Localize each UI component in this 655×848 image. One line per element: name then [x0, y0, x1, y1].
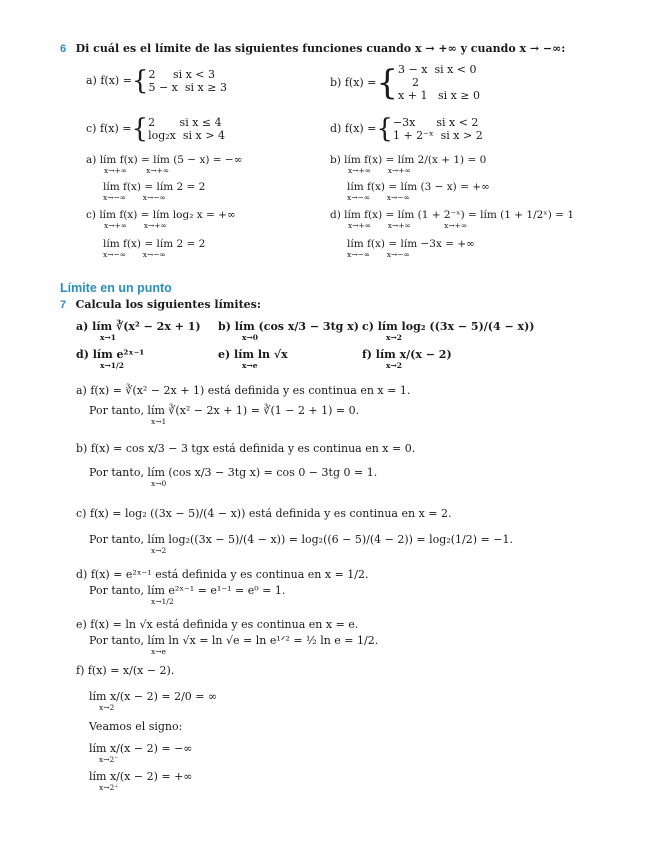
limit-subscript: x→+∞ x→+∞ x→+∞	[348, 221, 468, 230]
limit-subscript: x→+∞ x→+∞	[104, 166, 170, 175]
item-text: e) lím ln √x	[218, 348, 288, 361]
limit-subscript: x→2	[386, 361, 402, 370]
exercise-number: 6	[60, 43, 67, 55]
solution-d-line1	[330, 209, 574, 230]
limit-subscript: x→2	[151, 546, 167, 555]
limit-subscript: x→e	[242, 361, 258, 370]
limit-subscript: x→0	[242, 333, 258, 342]
item-text: f) lím x/(x − 2)	[362, 348, 452, 361]
item-f	[362, 348, 452, 370]
case-line: −3x si x < 2	[392, 116, 479, 129]
limit-subscript: x→−∞ x→−∞	[103, 250, 166, 259]
brace-icon: {	[376, 114, 393, 144]
solution-text: d) lím f(x) = lím (1 + 2⁻ˣ) = lím (1 + 1/2ˣ) = 1	[330, 209, 575, 221]
solution-a-line1	[86, 154, 242, 175]
solution-c-result	[89, 533, 513, 555]
solution-d-line2	[347, 238, 475, 259]
piecewise-cases	[398, 63, 480, 102]
limit-subscript: x→2⁻	[99, 755, 119, 764]
limit-subscript: x→2	[99, 703, 115, 712]
brace-icon: {	[376, 62, 399, 103]
limit-subscript: x→−∞ x→−∞	[347, 250, 410, 259]
piecewise-cases	[148, 68, 226, 94]
solution-b-statement: b) f(x) = cos x/3 − 3 tgx está definida y es continua en x = 0.	[76, 442, 416, 455]
solution-b-line1	[330, 154, 486, 175]
case-line: x + 1 si x ≥ 0	[398, 89, 481, 102]
piecewise-cases	[148, 116, 225, 142]
exercise-number: 7	[60, 299, 67, 311]
limit-subscript: x→1	[100, 333, 116, 342]
exercise-statement: Di cuál es el límite de las siguientes funciones cuando x → +∞ y cuando x → −∞:	[75, 42, 566, 55]
solution-text: Por tanto, lím ∛(x² − 2x + 1) = ∛(1 − 2 + 1) = 0.	[89, 404, 360, 417]
piecewise-cases	[393, 116, 483, 142]
piecewise-label: b) f(x) =	[330, 75, 377, 89]
solution-text: lím x/(x − 2) = +∞	[89, 770, 193, 783]
solution-d-statement: d) f(x) = e²ˣ⁻¹ está definida y es continua en x = 1/2.	[76, 568, 369, 581]
limit-subscript: x→1	[151, 417, 167, 426]
limit-subscript: x→−∞ x→−∞	[347, 193, 410, 202]
limit-subscript: x→e	[151, 647, 166, 656]
limit-subscript: x→1/2	[100, 361, 124, 370]
solution-f-result	[89, 690, 217, 712]
item-d	[76, 348, 144, 370]
piecewise-label: c) f(x) =	[86, 122, 132, 135]
piecewise-a	[86, 68, 227, 94]
solution-text: c) lím f(x) = lím log₂ x = +∞	[86, 209, 236, 221]
piecewise-d	[330, 116, 483, 142]
limit-subscript: x→2⁺	[99, 783, 119, 792]
case-line: 2 si x < 3	[148, 68, 216, 81]
exercise-7-header	[60, 298, 261, 312]
item-text: b) lím (cos x/3 − 3tg x)	[218, 320, 359, 333]
piecewise-label: a) f(x) =	[86, 74, 132, 87]
limit-subscript: x→+∞ x→+∞	[348, 166, 411, 175]
solution-c-line1	[86, 209, 236, 230]
solution-d-result	[89, 584, 285, 606]
case-line: log₂x si x > 4	[148, 129, 225, 142]
solution-f-statement: f) f(x) = x/(x − 2).	[76, 664, 175, 677]
solution-a-line2	[103, 181, 205, 202]
exercise-6-header	[60, 42, 565, 56]
solution-text: lím x/(x − 2) = −∞	[89, 742, 193, 755]
solution-c-line2	[103, 238, 205, 259]
solution-text: Por tanto, lím ln √x = ln √e = ln e¹ᐟ² = ½ ln e = 1/2.	[89, 634, 379, 647]
solution-c-statement: c) f(x) = log₂ ((3x − 5)/(4 − x)) está definida y es continua en x = 2.	[76, 507, 452, 520]
limit-subscript: x→1/2	[151, 597, 174, 606]
item-b	[218, 320, 359, 342]
solution-e-result	[89, 634, 378, 656]
item-c	[362, 320, 535, 342]
piecewise-b	[330, 63, 480, 102]
brace-icon: {	[131, 114, 149, 144]
brace-icon: {	[131, 66, 149, 96]
solution-text: lím f(x) = lím −3x = +∞	[347, 238, 475, 250]
case-line: 1 + 2⁻ˣ si x > 2	[392, 129, 483, 142]
limit-subscript: x→2	[386, 333, 402, 342]
solution-text: b) lím f(x) = lím 2/(x + 1) = 0	[330, 154, 487, 166]
exercise-statement: Calcula los siguientes límites:	[75, 298, 261, 311]
item-text: c) lím log₂ ((3x − 5)/(4 − x))	[362, 320, 535, 333]
solution-text: Por tanto, lím e²ˣ⁻¹ = e¹⁻¹ = e⁰ = 1.	[89, 584, 286, 597]
section-title: Límite en un punto	[60, 281, 172, 295]
solution-text: lím f(x) = lím (3 − x) = +∞	[347, 181, 490, 193]
solution-text: Por tanto, lím (cos x/3 − 3tg x) = cos 0 − 3tg 0 = 1.	[89, 466, 378, 479]
case-line: 2	[412, 76, 420, 89]
solution-a-result	[89, 404, 359, 426]
case-line: 3 − x si x < 0	[398, 63, 477, 76]
case-line: 5 − x si x ≥ 3	[148, 81, 227, 94]
limit-subscript: x→0	[151, 479, 167, 488]
item-text: a) lím ∛(x² − 2x + 1)	[76, 320, 201, 333]
solution-f-left-limit	[89, 742, 192, 764]
piecewise-label: d) f(x) =	[330, 122, 377, 135]
solution-b-line2	[347, 181, 490, 202]
solution-text: lím f(x) = lím 2 = 2	[103, 238, 206, 250]
solution-text: lím f(x) = lím 2 = 2	[103, 181, 206, 193]
solution-text: a) lím f(x) = lím (5 − x) = −∞	[86, 154, 243, 166]
solution-text: Por tanto, lím log₂((3x − 5)/(4 − x)) = log₂((6 − 5)/(4 − 2)) = log₂(1/2) = −1.	[89, 533, 513, 546]
solution-b-result	[89, 466, 377, 488]
item-text: d) lím e²ˣ⁻¹	[76, 348, 145, 361]
solution-text: lím x/(x − 2) = 2/0 = ∞	[89, 690, 218, 703]
limit-subscript: x→−∞ x→−∞	[103, 193, 166, 202]
limit-subscript: x→+∞ x→+∞	[104, 221, 167, 230]
item-a	[76, 320, 201, 342]
sign-check-label: Veamos el signo:	[89, 720, 183, 733]
piecewise-c	[86, 116, 225, 142]
solution-e-statement: e) f(x) = ln √x está definida y es continua en x = e.	[76, 618, 359, 631]
solution-f-right-limit	[89, 770, 192, 792]
item-e	[218, 348, 288, 370]
case-line: 2 si x ≤ 4	[148, 116, 222, 129]
solution-a-statement: a) f(x) = ∛(x² − 2x + 1) está definida y es continua en x = 1.	[76, 384, 411, 397]
